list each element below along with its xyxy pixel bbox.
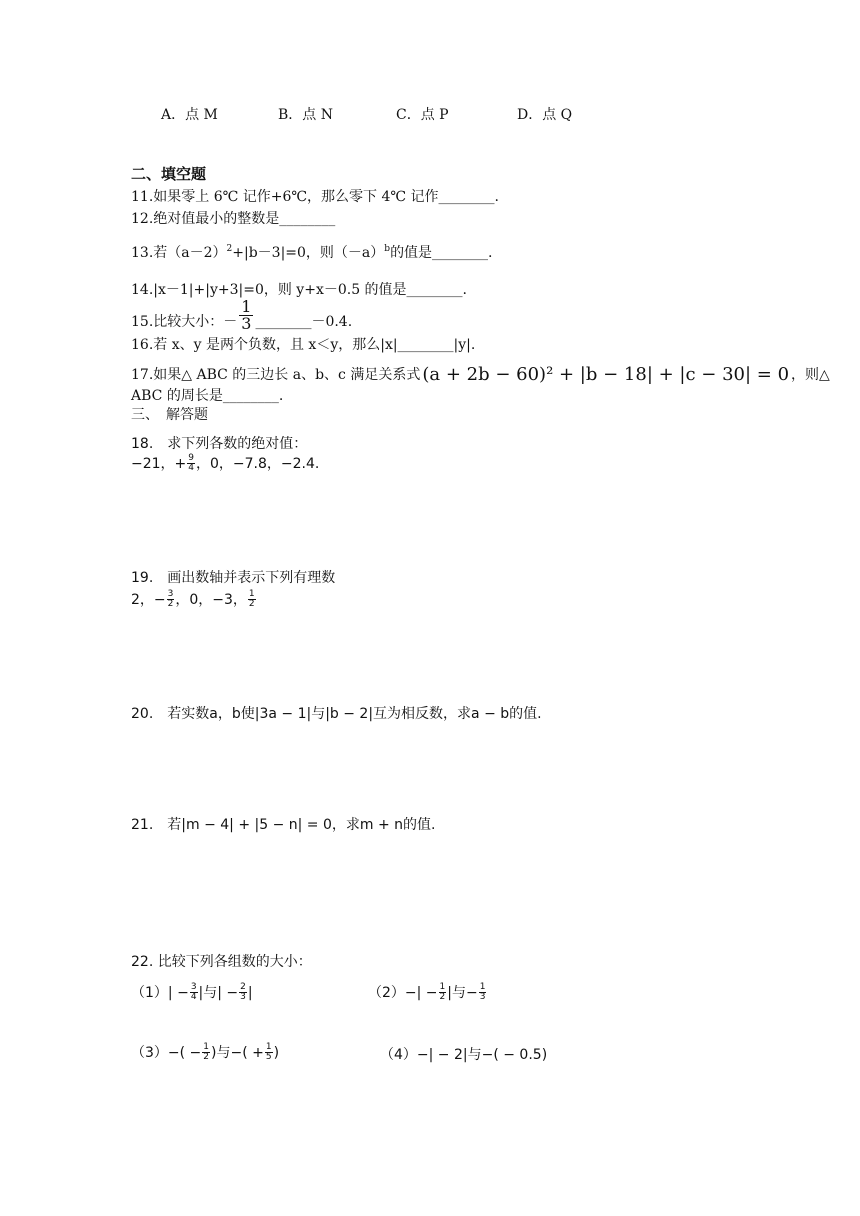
question-19-numbers: 2，− $\frac{3}{2}$ ，0，−3， $\frac{1}{2}$ <box>131 589 255 609</box>
question-18-numbers: −21，+ $\frac{9}{4}$ ，0，−7.8，−2.4. <box>131 453 320 473</box>
fraction-nine-fourths: $\frac{9}{4}$ <box>188 453 195 473</box>
option-a: A．点 M <box>161 107 218 123</box>
section-2-title: 二、填空题 <box>131 165 207 183</box>
section-3-title: 三、 解答题 <box>131 407 208 423</box>
option-b: B．点 N <box>278 107 333 123</box>
question-17-line2: ABC 的周长是________. <box>131 388 284 404</box>
fraction-one-third: 1 3 <box>241 296 252 333</box>
fraction-three-halves: $\frac{3}{2}$ <box>167 589 174 609</box>
question-22-part-4: （4）−| − 2|与−( − 0.5) <box>380 1047 548 1063</box>
question-14: 14.|x－1|+|y+3|=0，则 y+x－0.5 的值是________. <box>131 282 467 298</box>
equation-formula: (a + 2b − 60)² + |b − 18| + |c − 30| = 0 <box>422 364 790 385</box>
option-c: C．点 P <box>396 107 449 123</box>
question-22-part-3: （3）−( − $\frac{1}{2}$ )与−( + $\frac{1}{5}$ ) <box>131 1042 280 1062</box>
question-20: 20. 若实数a，b使|3a − 1|与|b − 2|互为相反数，求a − b的值. <box>131 706 542 722</box>
question-17-line1: 17.如果△ ABC 的三边长 a、b、c 满足关系式 (a + 2b − 60)² + |b − 18| + |c − 30| = 0 ，则△ <box>131 364 830 385</box>
question-16: 16.若 x、y 是两个负数，且 x＜y，那么|x|________|y|. <box>131 337 476 353</box>
question-21: 21. 若|m − 4| + |5 − n| = 0，求m + n的值. <box>131 817 436 833</box>
question-18-title: 18. 求下列各数的绝对值： <box>131 436 308 452</box>
question-22-part-1: （1）| − $\frac{3}{4}$ |与| − $\frac{2}{3}$ | <box>131 982 253 1002</box>
question-22-part-2: （2）−| − $\frac{1}{2}$ |与− $\frac{1}{3}$ <box>368 982 486 1002</box>
question-13: 13.若$(a-2)^2+|b-3|=0$，则$(-a)^b$的值是________. <box>131 244 493 261</box>
question-22-title: 22. 比较下列各组数的大小： <box>131 954 312 970</box>
fraction-one-half: $\frac{1}{2}$ <box>248 589 255 609</box>
option-d: D．点 Q <box>517 107 573 123</box>
question-15: 15.比较大小：－ 1 3 ________－0.4. <box>131 296 353 333</box>
question-19-title: 19. 画出数轴并表示下列有理数 <box>131 570 336 586</box>
question-11: 11.如果零上 6℃ 记作+6℃，那么零下 4℃ 记作________. <box>131 189 499 205</box>
question-12: 12.绝对值最小的整数是________ <box>131 211 336 227</box>
